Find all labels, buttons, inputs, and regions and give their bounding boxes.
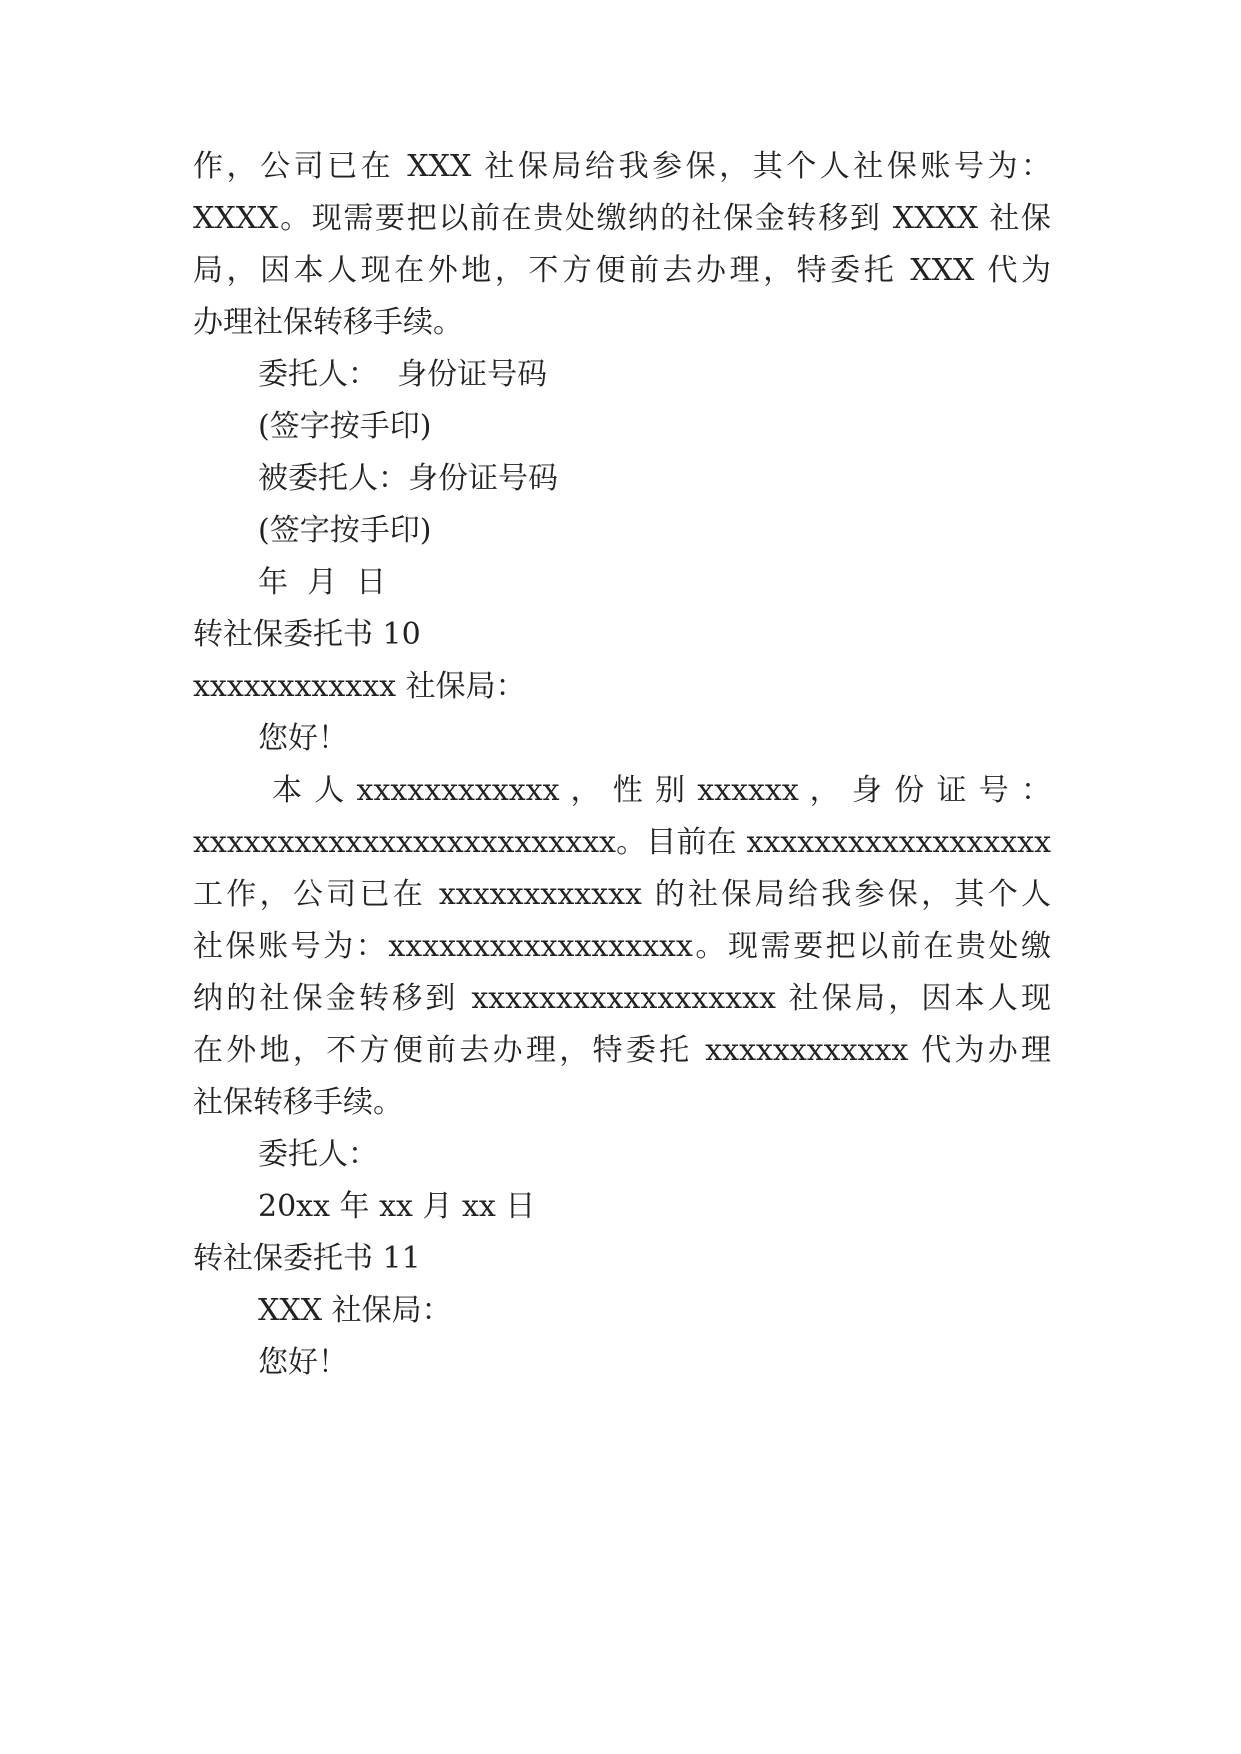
date-line: 20xx 年 xx 月 xx 日 — [258, 1189, 536, 1224]
paragraph-line: 纳的社保金转移到 xxxxxxxxxxxxxxxxxx 社保局，因本人现 — [193, 981, 1051, 1016]
salutation: xxxxxxxxxxxx 社保局： — [193, 669, 526, 704]
signature-label: 委托人： — [258, 1137, 378, 1172]
paragraph-line: 社保账号为：xxxxxxxxxxxxxxxxxx。现需要把以前在贵处缴 — [193, 929, 1051, 964]
paragraph-line: 在外地，不方便前去办理，特委托 xxxxxxxxxxxx 代为办理 — [193, 1033, 1051, 1068]
paragraph-line: 局，因本人现在外地，不方便前去办理，特委托 XXX 代为 — [193, 253, 1051, 288]
date-line: 年 月 日 — [258, 565, 387, 600]
section-title: 转社保委托书 10 — [193, 617, 421, 652]
greeting: 您好！ — [258, 1345, 348, 1380]
salutation: XXX 社保局： — [258, 1293, 452, 1328]
greeting: 您好！ — [258, 721, 348, 756]
paragraph-line: 本 人 xxxxxxxxxxxx ， 性 别 xxxxxx ， 身 份 证 号 ： — [272, 773, 1051, 808]
paragraph-line: xxxxxxxxxxxxxxxxxxxxxxxxx。目前在 xxxxxxxxxxxxxxxxxx — [193, 825, 1051, 860]
paragraph-line: 作，公司已在 XXX 社保局给我参保，其个人社保账号为： — [193, 149, 1051, 184]
signature-label: 被委托人：身份证号码 — [258, 461, 558, 496]
paragraph-line: 办理社保转移手续。 — [193, 305, 463, 340]
paragraph-line: 社保转移手续。 — [193, 1085, 403, 1120]
paragraph-line: XXXX。现需要把以前在贵处缴纳的社保金转移到 XXXX 社保 — [193, 201, 1051, 236]
section-title: 转社保委托书 11 — [193, 1241, 421, 1276]
signature-note: (签字按手印) — [258, 513, 432, 548]
signature-note: (签字按手印) — [258, 409, 432, 444]
paragraph-line: 工作，公司已在 xxxxxxxxxxxx 的社保局给我参保，其个人 — [193, 877, 1051, 912]
signature-label: 委托人： 身份证号码 — [258, 357, 548, 392]
